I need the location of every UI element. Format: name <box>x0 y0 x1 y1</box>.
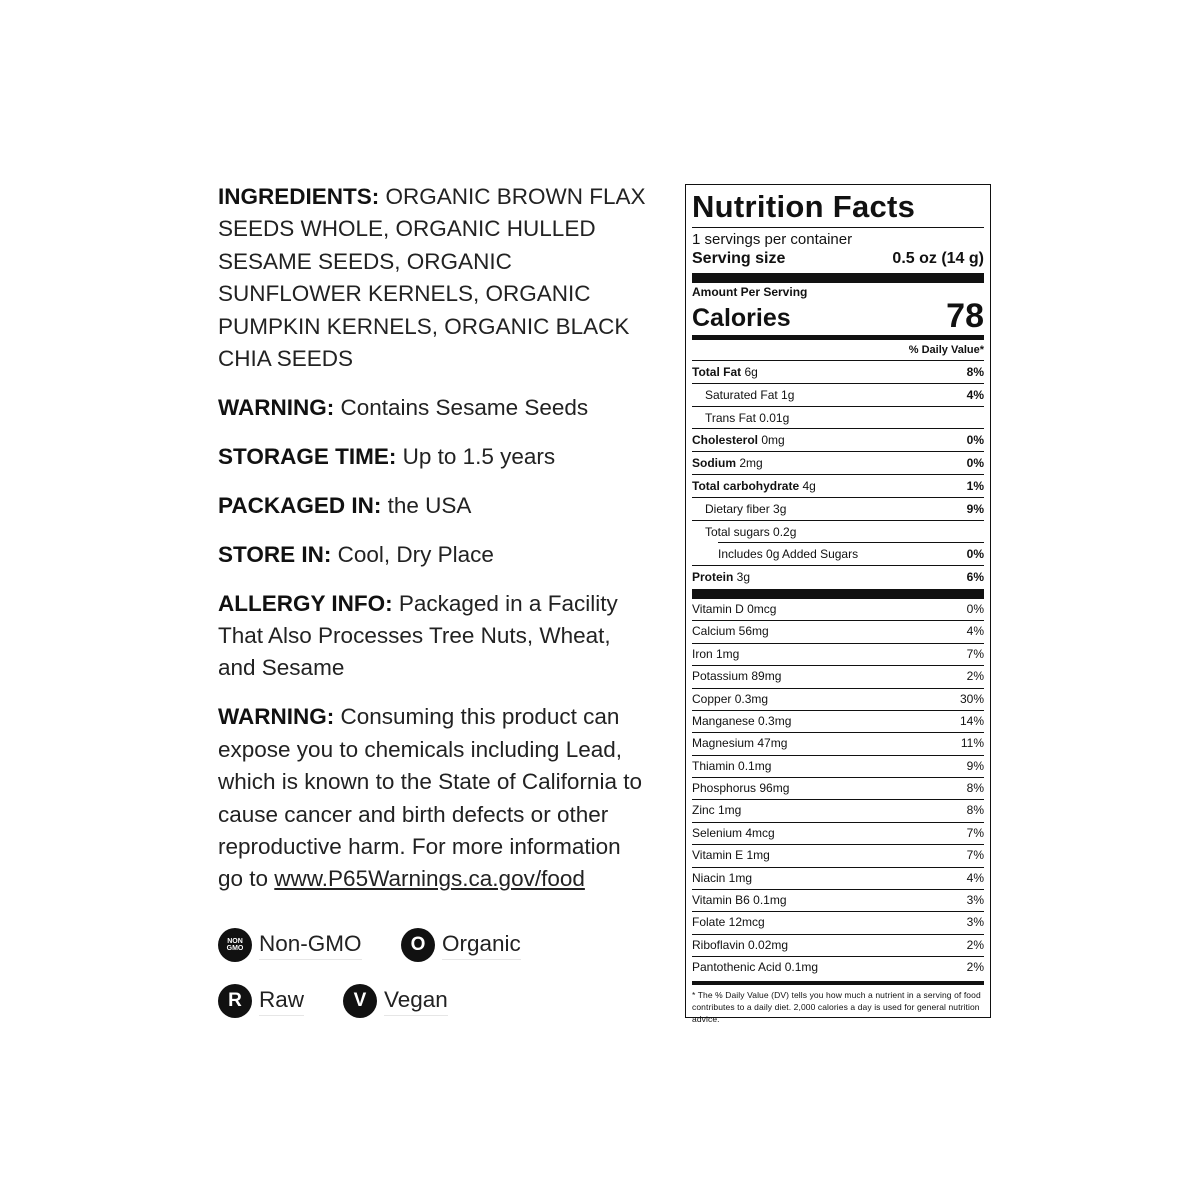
vitamin-dv: 3% <box>966 915 984 930</box>
vitamin-dv: 8% <box>966 781 984 796</box>
vitamin-dv: 3% <box>966 893 984 908</box>
prop65-warning-paragraph <box>218 701 648 895</box>
allergy-paragraph <box>218 588 648 685</box>
vitamin-name: Zinc 1mg <box>692 803 742 818</box>
vitamin-row <box>692 756 984 778</box>
organic-icon: O <box>401 928 435 962</box>
store-in-label: STORE IN: <box>218 541 332 567</box>
warning-label: WARNING: <box>218 394 335 420</box>
vitamin-dv: 9% <box>966 758 984 773</box>
vitamin-name: Iron 1mg <box>692 646 740 661</box>
vitamin-row <box>692 845 984 867</box>
nutrient-row-cholesterol: Cholesterol 0mg 0% <box>692 429 984 452</box>
p65-warnings-link[interactable]: www.P65Warnings.ca.gov/food <box>274 866 585 892</box>
divider-thick <box>692 273 984 283</box>
daily-value-footnote: * The % Daily Value (DV) tells you how much a nutrient in a serving of food contributes to a daily diet. 2,000 calories a day is used for general nutrition advice. <box>692 989 981 1024</box>
vitamin-row <box>692 890 984 912</box>
vitamin-mineral-list <box>692 599 984 980</box>
certification-badges <box>218 925 648 1037</box>
vitamin-dv: 7% <box>966 825 984 840</box>
vitamin-name: Vitamin E 1mg <box>692 848 770 863</box>
nutrient-row-saturated-fat: Saturated Fat 1g 4% <box>692 384 984 407</box>
vitamin-name: Vitamin D 0mcg <box>692 601 777 616</box>
nutrient-row-total-sugars: Total sugars 0.2g <box>692 521 984 544</box>
badge-vegan <box>343 981 448 1021</box>
vitamin-dv: 4% <box>966 870 984 885</box>
vitamin-name: Selenium 4mcg <box>692 825 775 840</box>
raw-icon: R <box>218 984 252 1018</box>
vitamin-dv: 7% <box>966 646 984 661</box>
nutrient-row-dietary-fiber: Dietary fiber 3g 9% <box>692 498 984 521</box>
serving-size <box>692 249 984 269</box>
nutrient-row-added-sugars: Includes 0g Added Sugars 0% <box>692 543 984 566</box>
vitamin-row <box>692 621 984 643</box>
vitamin-dv: 0% <box>966 601 984 616</box>
ingredients-label: INGREDIENTS: <box>218 184 380 209</box>
nutrition-facts-panel <box>685 184 991 1024</box>
vitamin-dv: 2% <box>966 669 984 684</box>
vitamin-row <box>692 689 984 711</box>
storage-time-text: Up to 1.5 years <box>396 443 556 469</box>
calories-value: 78 <box>946 297 984 335</box>
vitamin-dv: 14% <box>959 713 984 728</box>
allergy-label: ALLERGY INFO: <box>218 590 393 616</box>
daily-value-header: % Daily Value* <box>692 340 984 361</box>
vitamin-row <box>692 800 984 822</box>
vitamin-name: Phosphorus 96mg <box>692 781 790 796</box>
servings-per-container: 1 servings per container <box>692 231 853 248</box>
vitamin-row <box>692 644 984 666</box>
divider-medium <box>692 981 984 985</box>
store-in-paragraph <box>218 539 648 571</box>
vitamin-row <box>692 957 984 979</box>
vitamin-dv: 11% <box>960 736 984 751</box>
ingredients-paragraph <box>218 181 648 375</box>
allergy-text: Packaged in a Facility That Also Processes Tree Nuts, Wheat, and Sesame <box>218 590 618 681</box>
prop65-warning-text: Consuming this product can expose you to chemicals including Lead, which is known to the State of California to cause cancer and birth defects or other reproductive harm. For more information go to <box>218 704 642 892</box>
vitamin-name: Magnesium 47mg <box>692 736 788 751</box>
vitamin-name: Vitamin B6 0.1mg <box>692 893 787 908</box>
vitamin-row <box>692 666 984 688</box>
calories-row <box>692 299 984 333</box>
badge-raw <box>218 981 343 1021</box>
vitamin-name: Potassium 89mg <box>692 669 782 684</box>
serving-size-value: 0.5 oz (14 g) <box>892 250 984 267</box>
vitamin-row <box>692 599 984 621</box>
product-info <box>218 181 648 912</box>
packaged-in-paragraph <box>218 490 648 522</box>
ingredients-text: ORGANIC BROWN FLAX SEEDS WHOLE, ORGANIC HULLED SESAME SEEDS, ORGANIC SUNFLOWER KERNELS, ORGANIC PUMPKIN KERNELS, ORGANIC BLACK CHIA SEEDS <box>218 184 646 372</box>
calories-label: Calories <box>692 304 791 332</box>
vitamin-name: Thiamin 0.1mg <box>692 758 772 773</box>
vitamin-dv: 2% <box>966 937 984 952</box>
badge-label: Organic <box>442 931 521 960</box>
vitamin-row <box>692 778 984 800</box>
non-gmo-icon: NON GMO <box>218 928 252 962</box>
nutrient-row-sodium: Sodium 2mg 0% <box>692 452 984 475</box>
packaged-in-label: PACKAGED IN: <box>218 492 382 518</box>
badge-organic <box>401 925 521 965</box>
vitamin-row <box>692 935 984 957</box>
warning-sesame-paragraph <box>218 392 648 424</box>
vitamin-name: Folate 12mcg <box>692 915 765 930</box>
vitamin-name: Pantothenic Acid 0.1mg <box>692 960 819 975</box>
badge-label: Non-GMO <box>259 931 362 960</box>
vitamin-name: Niacin 1mg <box>692 870 753 885</box>
badge-non-gmo <box>218 925 401 965</box>
nutrient-row-trans-fat: Trans Fat 0.01g <box>692 407 984 430</box>
storage-time-label: STORAGE TIME: <box>218 443 397 469</box>
vitamin-row <box>692 912 984 934</box>
amount-per-serving: Amount Per Serving <box>692 285 808 299</box>
vitamin-name: Riboflavin 0.02mg <box>692 937 789 952</box>
nutrient-row-total-carbohydrate: Total carbohydrate 4g 1% <box>692 475 984 498</box>
vitamin-dv: 7% <box>966 848 984 863</box>
packaged-in-text: the USA <box>381 492 472 518</box>
vegan-icon: V <box>343 984 377 1018</box>
vitamin-dv: 2% <box>966 960 984 975</box>
vitamin-dv: 30% <box>959 691 984 706</box>
warning-text: Contains Sesame Seeds <box>334 394 589 420</box>
vitamin-name: Copper 0.3mg <box>692 691 769 706</box>
vitamin-dv: 8% <box>966 803 984 818</box>
badge-label: Raw <box>259 987 304 1016</box>
vitamin-row <box>692 868 984 890</box>
vitamin-row <box>692 711 984 733</box>
vitamin-row <box>692 733 984 755</box>
store-in-text: Cool, Dry Place <box>331 541 494 567</box>
prop65-warning-label: WARNING: <box>218 704 335 730</box>
vitamin-dv: 4% <box>966 624 984 639</box>
vitamin-row <box>692 823 984 845</box>
vitamin-name: Manganese 0.3mg <box>692 713 792 728</box>
storage-time-paragraph <box>218 441 648 473</box>
badge-label: Vegan <box>384 987 448 1016</box>
divider-thick <box>692 589 984 599</box>
nutrition-title: Nutrition Facts <box>692 189 984 228</box>
nutrient-row-total-fat: Total Fat 6g 8% <box>692 361 984 384</box>
serving-size-label: Serving size <box>692 250 786 267</box>
vitamin-name: Calcium 56mg <box>692 624 769 639</box>
nutrient-row-protein: Protein 3g 6% <box>692 570 984 585</box>
